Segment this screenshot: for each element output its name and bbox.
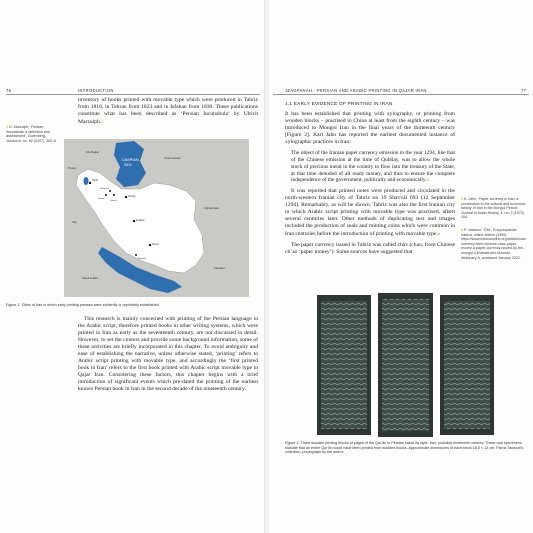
label-tehran: Tehran (128, 195, 136, 198)
left-page (0, 0, 264, 533)
label-qazvin: Qazvin (110, 200, 117, 202)
label-caspian: CASPIAN (122, 158, 139, 162)
right-para-2 (285, 188, 455, 238)
left-top-paragraph (78, 97, 258, 130)
right-footnote-5 (461, 197, 527, 220)
left-para-1: This research is mainly concerned with printing of the Persian language in the Arabic script, therefore printed books in other writing systems, which were printed in Iran as early as the seventeenth century, are not discussed in detail. However, to set the context and provide some background information, some of these activities are briefly incorporated in this chapter. To avoid ambiguity and ease of establishing the narrative, unless otherwise stated, ‘printing’ refers to Arabic script printing with movable type, and accordingly the ‘first printed book in Iran’ refers to the first book printed with Arabic script movable type in Qajar Iran. Considering these factors, this chapter begins with a brief introduction of significant events which pre-dated the printing of the earliest known Persian book in Iran in the second decade of the nineteenth century. (78, 316, 258, 393)
quote-footnote-marker[interactable]: 5 (426, 177, 429, 183)
footnote-5-text: K. Jahn, ‘Paper currency in Iran: a contribution to the cultural and economic history of Iran in the Mongol Period’, Journal of Asian History, 4, no. 2 (1970), 104. (461, 197, 526, 220)
iran-map (64, 139, 249, 297)
label-bushehr: Bushehr (138, 258, 147, 260)
footnote-6-text: P. Jackson, ‘Čāv’, Encyclopaedia Iranica, online edition (1990), https://www.iranicaonline.org/articles/cav-currency-from-chinese-chao-paper-money-a-paper-currency-issued-by-the-mongol-il-khanids-see-ilkhanid-dictionary-iv, accessed January 2022. (461, 228, 527, 260)
left-top-text: inventory of books printed with movable type which were produced in Tabriz from 1818, in Tehran from 1823 and in Isfahan from 1830. These publications constitute what has been described as ‘Persian Incunabula’ by Ulrich Marzolph. (78, 97, 258, 126)
label-afghanistan: Afghanistan (204, 206, 219, 210)
right-para-1: It has been established that printing with xylography, or printing from wooden blocks – practised in China at least from the eighth century – was introduced to Mongol Iran in the final years of the thirteenth century [Figure 2]. Karl Jahn has reported the earliest documented instance of xylographic practices in Iran: (285, 111, 455, 146)
city-dot-isfahan (133, 220, 135, 222)
jahn-quote (285, 150, 455, 185)
right-page (269, 0, 533, 533)
left-page-number: 76 (6, 88, 12, 93)
figure-2-caption: Figure 2. Three wooden printing blocks of pages of the Qur’ān in Persian nastaʿlīq style, Iran, probably nineteenth century. These rare specimens indicate that an entire Qur’ān could have been printed from wooden blocks. Approximate dimensions of each block 18.5 × 13 cm. Parviz Tanavoli’s collection, photograph by the author. (285, 441, 524, 455)
city-dot-bushehr (135, 254, 137, 256)
footnote-marker[interactable]: 4 (101, 119, 104, 125)
right-running-head: JZADPANAH · PERSIAN AND ARABIC PRINTING IN QAJAR IRAN (285, 88, 427, 93)
label-saudi: Saudi Arabia (82, 276, 98, 280)
label-tabriz: Tabriz (92, 179, 99, 182)
footnote-number: 4 (6, 125, 8, 129)
para2-footnote-marker[interactable]: 6 (437, 231, 441, 237)
section-title: 1.1 EARLY EVIDENCE OF PRINTING IN IRAN (285, 101, 393, 106)
left-header-rule (6, 94, 260, 95)
label-iraq: Iraq (72, 220, 77, 224)
label-turkey: Turkey (68, 166, 77, 170)
right-footnote-6 (461, 228, 527, 260)
quote-text: The object of the Iranian paper currency emission in the year 1294, like that of the Chinese emission at the time of Qubilay, was to allow the whole stock of precious metal in the country to flow into the treasury of the State, at that time denuded of all ready money, and thus to ensure the complete independence of the government, politically and economically. (291, 149, 455, 184)
right-header-rule (273, 94, 529, 95)
figure-1-caption: Figure 1. Cities of Iran in which early printing presses were evidently or reportedly established. (6, 303, 160, 307)
left-footnote (6, 125, 60, 143)
label-isfahan: Esfahan (136, 219, 145, 222)
block-middle (378, 293, 433, 437)
label-zanjan: Zanjan (98, 198, 105, 200)
label-sea: SEA (124, 163, 132, 167)
label-soltanieh: Soltanieh (100, 188, 110, 190)
city-dot-tabriz (89, 182, 91, 184)
right-main-text (285, 100, 455, 259)
city-dot-qazvin (113, 194, 115, 196)
footnote-6-number: 6 (461, 228, 463, 232)
lake-urmia (84, 177, 89, 185)
left-running-head: INTRODUCTION (78, 88, 114, 93)
city-dot-tehran (125, 196, 127, 198)
city-dot-zanjan (105, 194, 107, 196)
label-shiraz: Shiraz (152, 243, 159, 246)
block-left (317, 295, 371, 435)
city-dot-shiraz (149, 244, 151, 246)
label-turkmenistan: Turkmenistan (164, 156, 181, 160)
right-page-number: 77 (521, 88, 527, 93)
right-para-3: The paper currency issued in Tabriz was called chāv (chao, from Chinese ch’ao ‘paper money’). Some sources have suggested that (285, 241, 455, 255)
right-para-2-text: It was reported that printed notes were produced and circulated in the north-western Iranian city of Tabriz on 19 Shavvāl 693 (12 September 1294). Remarkably, as will be shown, Tabriz was also the first Iranian city in which Arabic script printing with movable type was practised, albeit several centuries later. Other methods of duplicating text and images included the production of seals and minting coins which were common in Iran centuries before the introduction of printing with movable type. (285, 187, 455, 238)
footnote-text: U. Marzolph, ‘Persian incunabula: a definition and assessment’, Gutenberg-Jahrbuch, no. 82 (2007), 205–6. (6, 125, 58, 143)
label-pakistan: Pakistan (214, 266, 225, 270)
block-right (440, 295, 494, 435)
label-azerbaijan: Azerbaijan (86, 150, 100, 154)
city-dot-soltanieh (109, 190, 111, 192)
footnote-5-number: 5 (461, 197, 463, 201)
printing-blocks-photo (315, 291, 497, 439)
left-body-paragraph (78, 316, 258, 397)
